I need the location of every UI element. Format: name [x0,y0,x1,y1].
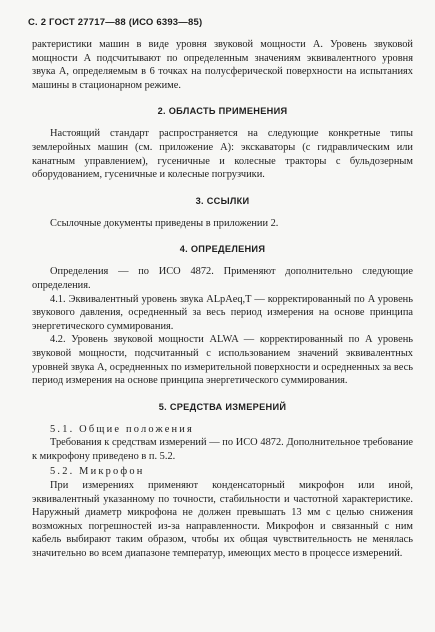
section-5-heading: 5. СРЕДСТВА ИЗМЕРЕНИЙ [158,401,287,412]
section-2-heading: 2. ОБЛАСТЬ ПРИМЕНЕНИЯ [157,106,288,117]
subsection-5-2-paragraph: При измерениях применяют конденсаторный микрофон или иной, эквивалентный указанному по точности, стабильности и частотной характеристике. Наружный диаметр микрофона не должен превышать 13 мм с целью снижения возможных погрешностей из-за направленности. Микрофон и связанный с ним кабель выбирают таким образом, чтобы их общая чувствительность не менялась значительно во всем диапазоне температур, имеющих место в процессе измерений. [32,480,413,560]
subsection-5-2-heading: 5.2. Микрофон [50,466,145,478]
intro-paragraph: рактеристики машин в виде уровня звуковой мощности A. Уровень звуковой мощности A подсчитывают по определенным значениям эквивалентного уровня звука A, определяемым в 6 точках на полусферической поверхности на испытаниях машины в стационарном режиме. [32,39,413,91]
subsection-5-1-paragraph: Требования к средствам измерений — по ИСО 4872. Дополнительное требование к микрофону приведено в п. 5.2. [32,437,413,462]
definition-4-2: 4.2. Уровень звуковой мощности ALWA — корректированный по A уровень звуковой мощности, подсчитанный с использованием значений эквивалентных уровней звука A, осредненных по измерительной поверхности и осредненных за весь период измерения на основе принципа энергетического суммирования. [32,334,413,387]
section-4-paragraph: Определения — по ИСО 4872. Применяют дополнительно следующие определения. [32,266,413,291]
running-head: С. 2 ГОСТ 27717—88 (ИСО 6393—85) [28,17,203,28]
section-4-heading: 4. ОПРЕДЕЛЕНИЯ [179,244,266,255]
subsection-5-1-heading: 5.1. Общие положения [50,423,195,435]
section-3-heading: 3. ССЫЛКИ [195,195,250,206]
section-2-paragraph: Настоящий стандарт распространяется на следующие конкретные типы землеройных машин (см. приложение А): экскаваторы (с гидравлическим или канатным управлением), гусеничные и колесные тракторы с бульдозерным оборудованием, гусеничные и колесные погрузчики. [32,128,413,181]
section-3-paragraph: Ссылочные документы приведены в приложении 2. [50,217,279,229]
definition-4-1: 4.1. Эквивалентный уровень звука ALpAeq,T — корректированный по A уровень звукового давления, осредненный за весь период измерения на основе принципа энергетического суммирования. [32,293,413,332]
